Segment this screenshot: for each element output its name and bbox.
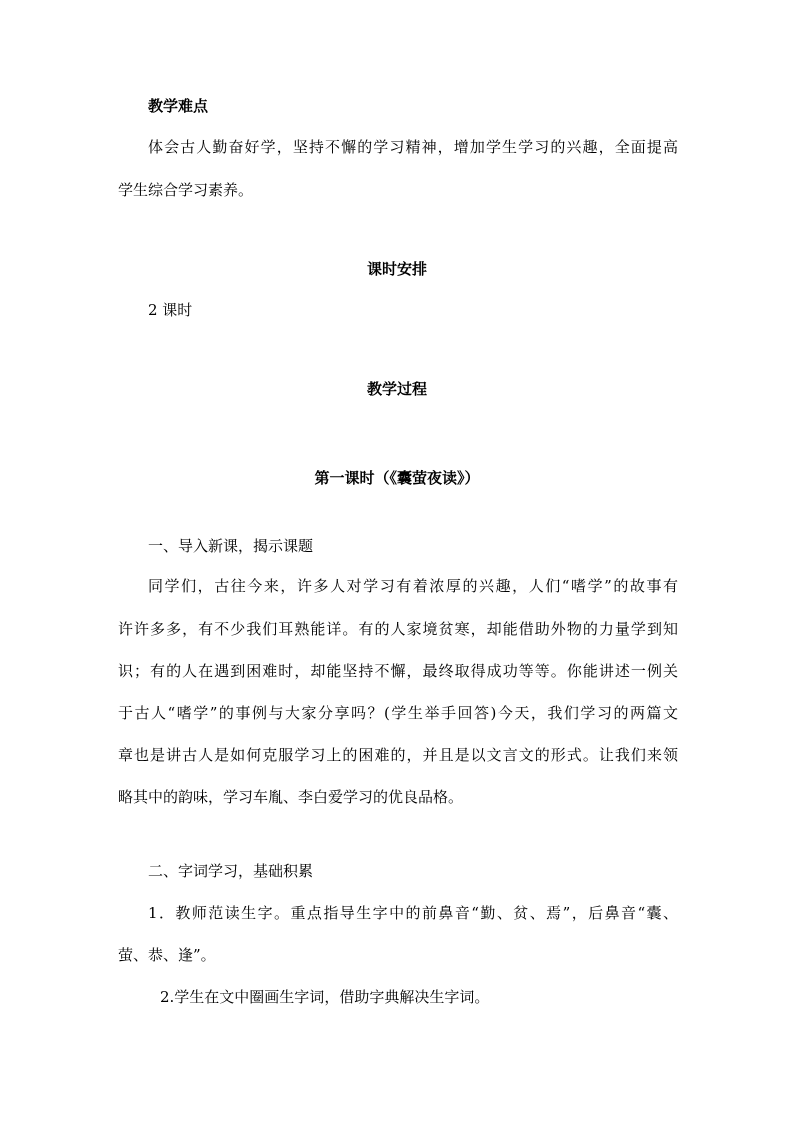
section-1-line: 许许多多，有不少我们耳熟能详。有的人家境贫寒，却能借助外物的力量学到知: [118, 620, 678, 638]
section-1-line: 于古人“嗜学”的事例与大家分享吗？(学生举手回答)今天，我们学习的两篇文: [118, 704, 678, 722]
item-1-line-2: 萤、恭、逢”。: [118, 946, 216, 964]
item-1-line-1: 1．教师范读生字。重点指导生字中的前鼻音“勤、贫、焉”，后鼻音“囊、: [148, 904, 678, 922]
heading-teaching-difficulty: 教学难点: [148, 97, 209, 115]
schedule-value: 2 课时: [148, 301, 193, 319]
difficulty-text-line-1: 体会古人勤奋好学，坚持不懈的学习精神，增加学生学习的兴趣，全面提高: [148, 138, 678, 156]
section-1-title: 一、导入新课，揭示课题: [148, 537, 314, 555]
section-1-line: 识；有的人在遇到困难时，却能坚持不懈，最终取得成功等等。你能讲述一例关: [118, 662, 678, 680]
heading-first-lesson: 第一课时（《囊萤夜读》）: [314, 469, 480, 487]
item-2: 2.学生在文中圈画生字词，借助字典解决生字词。: [160, 988, 490, 1006]
section-1-line: 同学们，古往今来，许多人对学习有着浓厚的兴趣，人们“嗜学”的故事有: [148, 577, 678, 595]
heading-teaching-process: 教学过程: [366, 380, 427, 398]
section-1-line: 略其中的韵味，学习车胤、李白爱学习的优良品格。: [118, 788, 464, 806]
section-1-line: 章也是讲古人是如何克服学习上的困难的，并且是以文言文的形式。让我们来领: [118, 746, 678, 764]
heading-lesson-schedule: 课时安排: [366, 260, 427, 278]
section-2-title: 二、字词学习，基础积累: [148, 862, 314, 880]
difficulty-text-line-2: 学生综合学习素养。: [118, 181, 254, 199]
